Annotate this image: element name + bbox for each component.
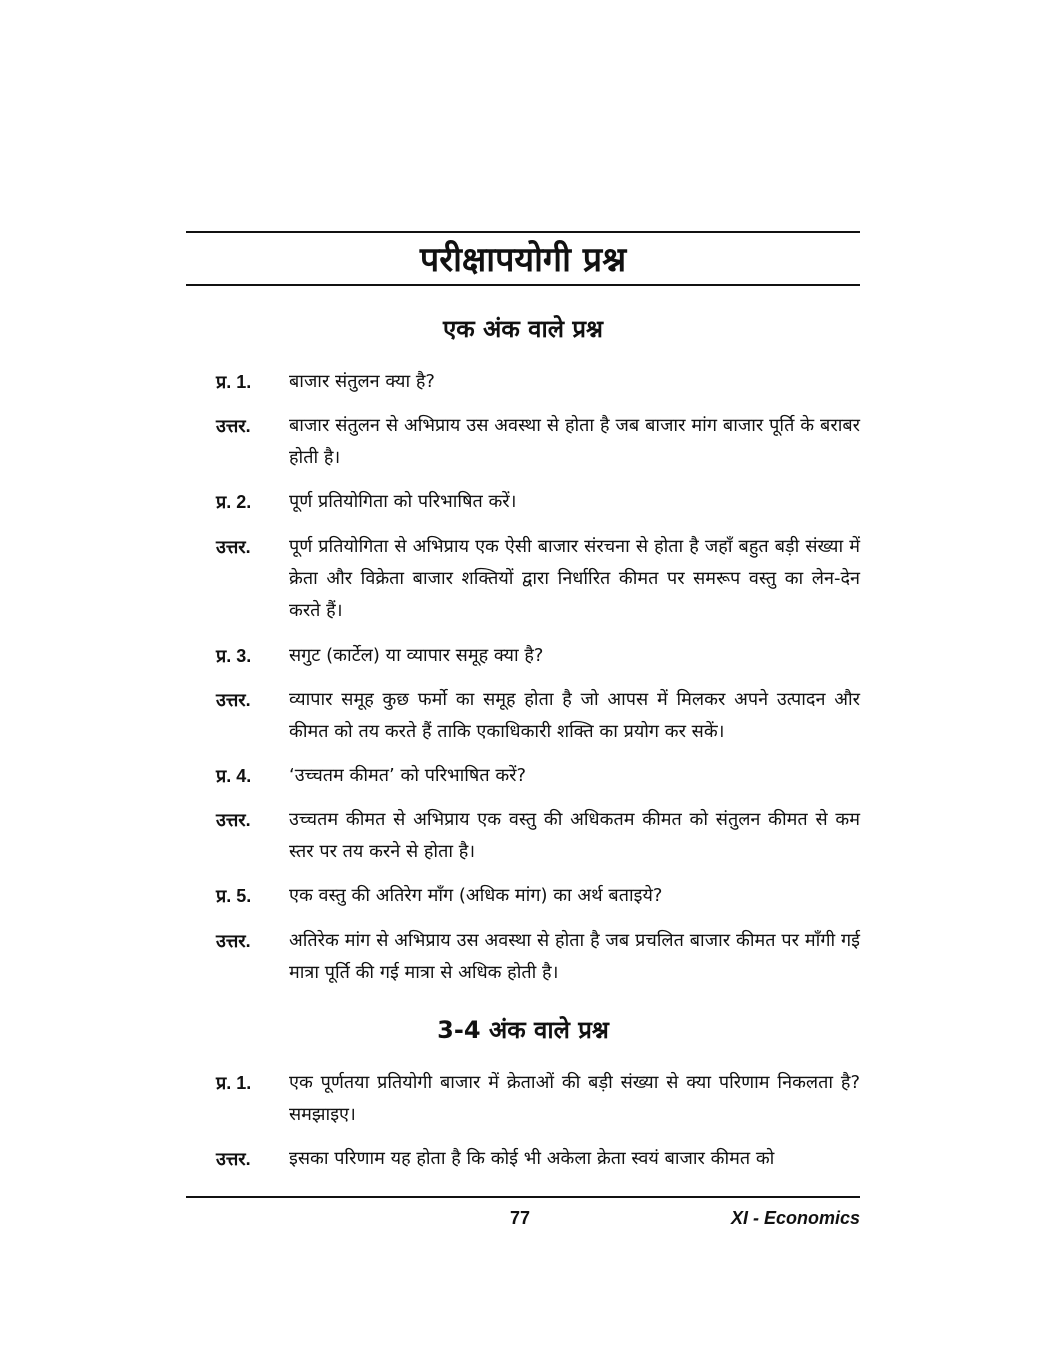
answer-text: व्यापार समूह कुछ फर्मो का समूह होता है जो आपस में मिलकर अपने उत्पादन और कीमत को तय करते हैं ताकि एकाधिकारी शक्ति का प्रयोग कर सकें। — [289, 689, 860, 742]
answer-1 — [216, 410, 860, 474]
question-label: प्र. 4. — [216, 766, 252, 786]
question-1 — [216, 366, 860, 398]
page-title: परीक्षापयोगी प्रश्न — [419, 240, 627, 280]
section-heading-three-four-mark: 3-4 अंक वाले प्रश्न — [437, 1016, 609, 1044]
question-2 — [216, 486, 860, 518]
answer-4 — [216, 804, 860, 868]
section-heading-one-mark: एक अंक वाले प्रश्न — [443, 315, 603, 343]
footer-subject: XI - Economics — [730, 1208, 860, 1228]
answer-label: उत्तर. — [216, 810, 251, 830]
question-label: प्र. 3. — [216, 646, 252, 666]
answer-1b — [216, 1143, 860, 1175]
question-label: प्र. 2. — [216, 492, 252, 512]
question-text: एक पूर्णतया प्रतियोगी बाजार में क्रेताओं की बड़ी संख्या से क्या परिणाम निकलता है? समझाइए। — [289, 1072, 860, 1125]
question-label: प्र. 5. — [216, 886, 252, 906]
question-text: सगुट (कार्टेल) या व्यापार समूह क्या है? — [289, 645, 544, 666]
question-label: प्र. 1. — [216, 372, 252, 392]
answer-text: बाजार संतुलन से अभिप्राय उस अवस्था से होता है जब बाजार मांग बाजार पूर्ति के बराबर होती है। — [289, 415, 860, 468]
title-top-rule — [186, 231, 860, 233]
page-number: 77 — [509, 1208, 531, 1228]
question-4 — [216, 760, 860, 792]
answer-label: उत्तर. — [216, 537, 251, 557]
title-bottom-rule — [186, 284, 860, 286]
answer-label: उत्तर. — [216, 1149, 251, 1169]
answer-text: इसका परिणाम यह होता है कि कोई भी अकेला क्रेता स्वयं बाजार कीमत को — [289, 1148, 775, 1169]
question-text: पूर्ण प्रतियोगिता को परिभाषित करें। — [289, 491, 517, 512]
answer-2 — [216, 531, 860, 627]
answer-label: उत्तर. — [216, 690, 251, 710]
answer-label: उत्तर. — [216, 416, 251, 436]
footer-rule — [186, 1196, 860, 1198]
answer-text: पूर्ण प्रतियोगिता से अभिप्राय एक ऐसी बाजार संरचना से होता है जहाँ बहुत बड़ी संख्या में क्रेता और विक्रेता बाजार शक्तियों द्वारा निर्धारित कीमत पर समरूप वस्तु का लेन-देन करते हैं। — [289, 536, 860, 621]
answer-text: अतिरेक मांग से अभिप्राय उस अवस्था से होता है जब प्रचलित बाजार कीमत पर माँगी गई मात्रा पूर्ति की गई मात्रा से अधिक होती है। — [289, 930, 860, 983]
question-3 — [216, 640, 860, 672]
question-label: प्र. 1. — [216, 1073, 252, 1093]
question-text: ‘उच्चतम कीमत’ को परिभाषित करें? — [289, 765, 527, 786]
question-5 — [216, 880, 860, 912]
answer-3 — [216, 684, 860, 748]
question-1b — [216, 1067, 860, 1131]
answer-label: उत्तर. — [216, 931, 251, 951]
answer-text: उच्चतम कीमत से अभिप्राय एक वस्तु की अधिकतम कीमत को संतुलन कीमत से कम स्तर पर तय करने से होता है। — [289, 809, 860, 862]
answer-5 — [216, 925, 860, 989]
question-text: एक वस्तु की अतिरेग माँग (अधिक मांग) का अर्थ बताइये? — [289, 885, 663, 906]
question-text: बाजार संतुलन क्या है? — [289, 371, 435, 392]
